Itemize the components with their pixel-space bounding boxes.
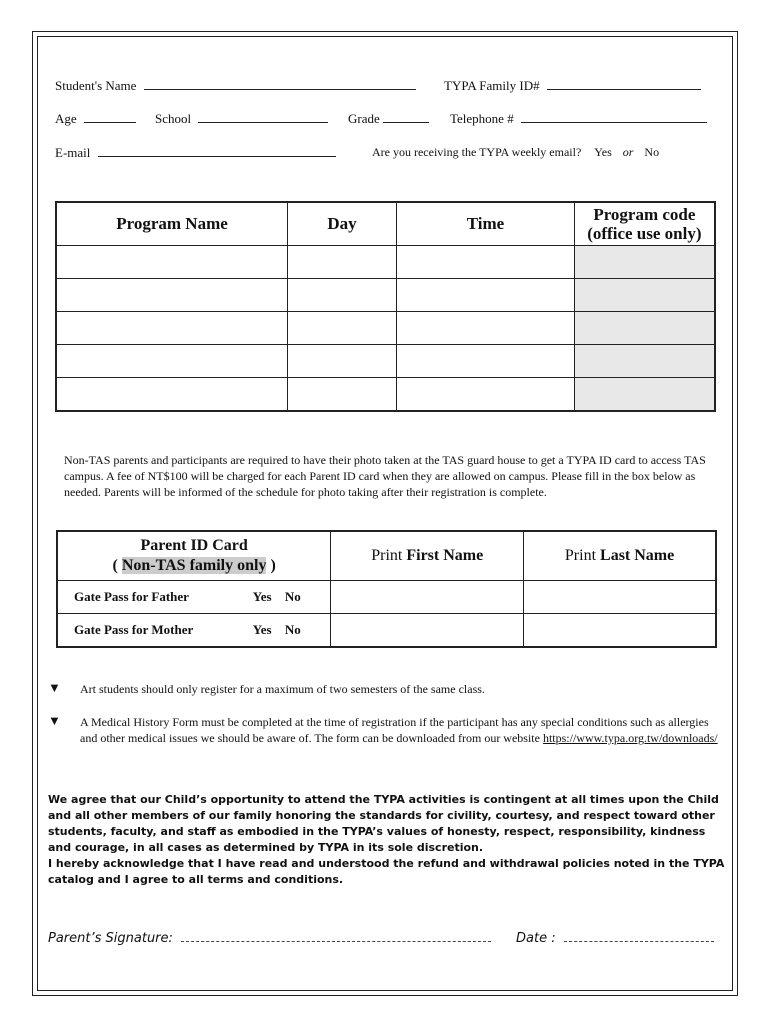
- father-last-name-cell[interactable]: [524, 581, 716, 614]
- telephone-row: [450, 111, 707, 127]
- paren-open: (: [112, 557, 122, 574]
- day-cell[interactable]: [288, 378, 397, 412]
- non-tas-note: [59, 556, 329, 576]
- program-name-cell[interactable]: [56, 378, 288, 412]
- father-gate-pass-label: Gate Pass for Father: [74, 589, 189, 604]
- father-no[interactable]: No: [284, 589, 301, 604]
- student-name-field[interactable]: [144, 78, 416, 90]
- day-header: Day: [288, 202, 397, 246]
- father-first-name-cell[interactable]: [331, 581, 524, 614]
- program-code-cell: [574, 312, 715, 345]
- table-row: [56, 279, 715, 312]
- bullet-icon: ▼: [48, 680, 61, 695]
- time-cell[interactable]: [397, 246, 575, 279]
- agreement-text: [48, 792, 728, 888]
- student-name-row: [55, 78, 416, 94]
- mother-gate-pass-cell: [57, 614, 331, 648]
- table-row: [56, 246, 715, 279]
- last-name-label: Last Name: [600, 547, 675, 564]
- family-id-field[interactable]: [547, 78, 701, 90]
- age-field[interactable]: [84, 111, 136, 123]
- program-code-cell: [574, 378, 715, 412]
- parent-id-table: [56, 530, 717, 648]
- family-id-row: [444, 78, 701, 94]
- time-cell[interactable]: [397, 378, 575, 412]
- telephone-label: Telephone #: [450, 111, 514, 126]
- table-row: [57, 581, 716, 614]
- medical-form-note: [80, 714, 720, 746]
- parent-signature-field[interactable]: [181, 930, 491, 942]
- time-cell[interactable]: [397, 345, 575, 378]
- program-name-cell[interactable]: [56, 312, 288, 345]
- bullet-icon: ▼: [48, 713, 61, 728]
- weekly-email-no[interactable]: No: [644, 145, 660, 159]
- parent-signature-row: [48, 930, 491, 946]
- art-students-note: Art students should only register for a maximum of two semesters of the same class.: [80, 682, 485, 696]
- family-id-label: TYPA Family ID#: [444, 78, 540, 93]
- age-label: Age: [55, 111, 77, 126]
- mother-last-name-cell[interactable]: [524, 614, 716, 648]
- mother-first-name-cell[interactable]: [331, 614, 524, 648]
- downloads-link[interactable]: https://www.typa.org.tw/downloads/: [542, 731, 718, 745]
- program-name-cell[interactable]: [56, 345, 288, 378]
- first-name-label: First Name: [406, 547, 484, 564]
- date-label: Date :: [516, 931, 556, 946]
- program-table: [55, 201, 716, 412]
- print-label: Print: [564, 547, 597, 564]
- school-field[interactable]: [198, 111, 328, 123]
- weekly-email-or: or: [622, 145, 634, 159]
- date-row: [516, 930, 714, 946]
- parent-signature-label: Parent’s Signature:: [48, 931, 173, 946]
- school-row: [155, 111, 328, 127]
- school-label: School: [155, 111, 192, 126]
- program-code-cell: [574, 246, 715, 279]
- grade-label: Grade: [348, 111, 380, 126]
- table-row: [56, 378, 715, 412]
- weekly-email-row: [372, 145, 659, 160]
- email-field[interactable]: [98, 145, 336, 157]
- mother-gate-pass-label: Gate Pass for Mother: [74, 622, 194, 637]
- first-name-header: [331, 531, 524, 581]
- time-header: Time: [397, 202, 575, 246]
- photo-notice: Non-TAS parents and participants are required to have their photo taken at the TAS guard house to get a TYPA ID card to access TAS campus. A fee of NT$100 will be charged for each Parent ID card when they are allowed on campus. Please fill in the box below as needed. Parents will be informed of the schedule for photo taking after their registration is complete.: [64, 453, 706, 499]
- time-cell[interactable]: [397, 312, 575, 345]
- mother-yes[interactable]: Yes: [252, 622, 272, 637]
- paren-close: ): [266, 557, 276, 574]
- day-cell[interactable]: [288, 312, 397, 345]
- program-name-cell[interactable]: [56, 246, 288, 279]
- medical-form-text: A Medical History Form must be completed at the time of registration if the participant has any special conditions such as allergies and other medical issues we should be aware of. The form can be downloaded from our website: [80, 715, 709, 745]
- mother-no[interactable]: No: [284, 622, 301, 637]
- email-label: E-mail: [55, 145, 91, 160]
- table-row: [56, 345, 715, 378]
- agreement-paragraph-2: I hereby acknowledge that I have read and understood the refund and withdrawal policies noted in the TYPA catalog and I agree to all terms and conditions.: [48, 857, 725, 886]
- student-name-label: Student's Name: [55, 78, 137, 93]
- grade-row: [348, 111, 429, 127]
- weekly-email-question: Are you receiving the TYPA weekly email?: [372, 145, 582, 159]
- parent-id-card-title: Parent ID Card: [140, 537, 248, 554]
- day-cell[interactable]: [288, 279, 397, 312]
- non-tas-highlight: Non-TAS family only: [121, 557, 267, 574]
- father-gate-pass-cell: [57, 581, 331, 614]
- email-row: [55, 145, 336, 161]
- parent-id-card-header: [57, 531, 331, 581]
- table-row: [56, 312, 715, 345]
- program-code-cell: [574, 345, 715, 378]
- age-row: [55, 111, 136, 127]
- day-cell[interactable]: [288, 246, 397, 279]
- program-code-header: Program code (office use only): [574, 202, 715, 246]
- print-label: Print: [371, 547, 403, 564]
- agreement-paragraph-1: We agree that our Child’s opportunity to attend the TYPA activities is contingent at all times upon the Child and all other members of our family honoring the standards for civility, courtesy, and respect toward other students, faculty, and staff as embodied in the TYPA’s values of honesty, respect, responsibility, kindness and courage, in all cases as determined by TYPA in its sole discretion.: [48, 793, 719, 854]
- program-name-header: Program Name: [56, 202, 288, 246]
- table-row: [57, 614, 716, 648]
- grade-field[interactable]: [383, 111, 429, 123]
- father-yes[interactable]: Yes: [252, 589, 272, 604]
- last-name-header: [524, 531, 716, 581]
- weekly-email-yes[interactable]: Yes: [594, 145, 612, 159]
- program-code-cell: [574, 279, 715, 312]
- telephone-field[interactable]: [521, 111, 707, 123]
- time-cell[interactable]: [397, 279, 575, 312]
- program-name-cell[interactable]: [56, 279, 288, 312]
- day-cell[interactable]: [288, 345, 397, 378]
- date-field[interactable]: [564, 930, 714, 942]
